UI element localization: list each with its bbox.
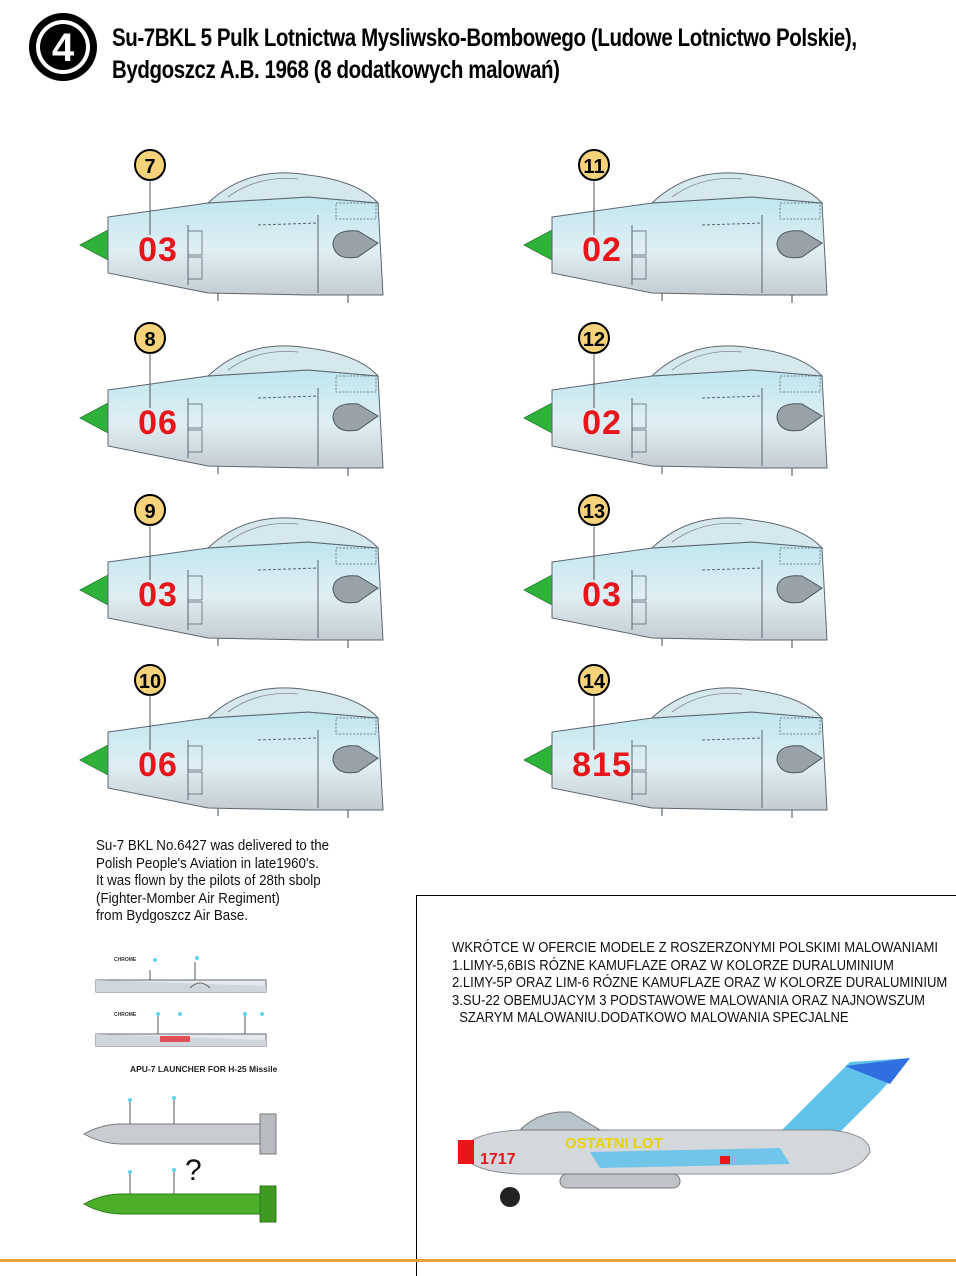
description-line: Polish People's Aviation in late1960's. bbox=[96, 855, 319, 872]
nose-cone bbox=[80, 230, 108, 260]
lim-jet-illustration bbox=[450, 1052, 920, 1212]
announcement-text bbox=[452, 940, 947, 1028]
announcement-line: WKRÓTCE W OFERCIE MODELE Z ROSZERZONYMI POLSKIMI MALOWANIAMI bbox=[452, 940, 939, 956]
missile-grey bbox=[84, 1096, 276, 1154]
missile-question-mark: ? bbox=[185, 1154, 202, 1187]
launcher-drawings bbox=[90, 948, 280, 1063]
tactical-code: 06 bbox=[138, 404, 178, 442]
marker-number: 11 bbox=[583, 156, 605, 178]
aircraft-profile bbox=[522, 318, 842, 463]
marker-number: 10 bbox=[138, 671, 162, 693]
aircraft-profile bbox=[78, 318, 398, 463]
tactical-code: 06 bbox=[138, 746, 178, 784]
tactical-code: 815 bbox=[572, 746, 632, 784]
nose-cone bbox=[524, 575, 552, 605]
title-line-1: Su-7BKL 5 Pulk Lotnictwa Mysliwsko-Bombowego (Ludowe Lotnictwo Polskie), bbox=[112, 24, 857, 52]
tactical-code: 03 bbox=[582, 576, 622, 614]
tactical-code: 03 bbox=[138, 576, 178, 614]
missile-drawings bbox=[82, 1090, 282, 1225]
nose-cone bbox=[80, 575, 108, 605]
nose-cone bbox=[524, 745, 552, 775]
marker-number: 8 bbox=[144, 329, 156, 351]
marker-number: 7 bbox=[144, 156, 156, 178]
aircraft-profile bbox=[78, 660, 398, 805]
aircraft-profile bbox=[522, 145, 842, 290]
tactical-code: 02 bbox=[582, 231, 622, 269]
launcher-caption: APU-7 LAUNCHER FOR H-25 Missile bbox=[130, 1064, 278, 1074]
aircraft-profile bbox=[522, 660, 842, 805]
section-number-badge bbox=[28, 12, 98, 82]
section-number: 4 bbox=[51, 26, 75, 70]
chrome-label-2: CHROME bbox=[114, 1012, 137, 1018]
aircraft-profile bbox=[78, 145, 398, 290]
tactical-code: 03 bbox=[138, 231, 178, 269]
marker-number: 14 bbox=[582, 671, 606, 693]
jet-banner: OSTATNI LOT bbox=[565, 1135, 663, 1152]
tactical-code: 02 bbox=[582, 404, 622, 442]
announcement-line: 3.SU-22 OBEMUJACYM 3 PODSTAWOWE MALOWANIA ORAZ NAJNOWSZUM bbox=[452, 992, 925, 1009]
nose-cone bbox=[80, 403, 108, 433]
announcement-line: 2.LIMY-5P ORAZ LIM-6 RÓZNE KAMUFLAZE ORAZ W KOLORZE DURALUMINIUM bbox=[452, 975, 948, 991]
aircraft-profile bbox=[522, 490, 842, 635]
description-line: (Fighter-Momber Air Regiment) bbox=[96, 890, 280, 907]
description-line: It was flown by the pilots of 28th sbolp bbox=[96, 873, 321, 889]
description-line: from Bydgoszcz Air Base. bbox=[96, 908, 248, 924]
jet-code: 1717 bbox=[480, 1151, 516, 1168]
missile-green bbox=[84, 1168, 276, 1222]
announcement-line: 1.LIMY-5,6BIS RÓZNE KAMUFLAZE ORAZ W KOLORZE DURALUMINIUM bbox=[452, 957, 894, 974]
page-title bbox=[112, 22, 857, 86]
nose-cone bbox=[524, 403, 552, 433]
marker-number: 12 bbox=[582, 329, 606, 351]
title-line-2: Bydgoszcz A.B. 1968 (8 dodatkowych malowań) bbox=[112, 56, 560, 84]
aircraft-description bbox=[96, 838, 329, 926]
nose-cone bbox=[524, 230, 552, 260]
chrome-label-1: CHROME bbox=[114, 957, 137, 963]
announcement-line: SZARYM MALOWANIU.DODATKOWO MALOWANIA SPECJALNE bbox=[459, 1010, 849, 1026]
nose-cone bbox=[80, 745, 108, 775]
marker-number: 13 bbox=[582, 501, 606, 523]
description-line: Su-7 BKL No.6427 was delivered to the bbox=[96, 838, 330, 854]
marker-number: 9 bbox=[144, 501, 156, 523]
aircraft-profile bbox=[78, 490, 398, 635]
